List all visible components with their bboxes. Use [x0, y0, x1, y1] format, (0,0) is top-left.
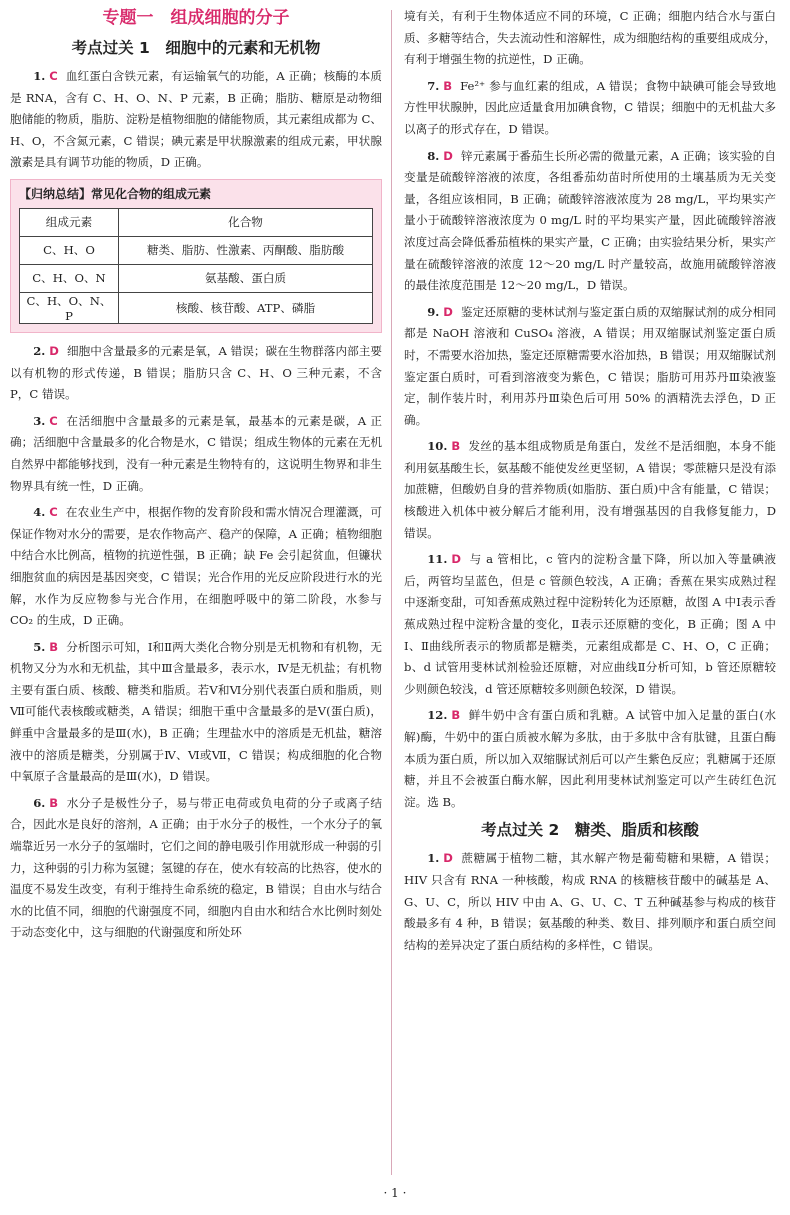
table-row — [20, 292, 373, 323]
answer-letter: D — [49, 343, 59, 358]
summary-title: 【归纳总结】常见化合物的组成元素 — [19, 186, 212, 201]
left-column — [10, 6, 382, 949]
item-number: 7. — [427, 78, 440, 93]
answer-letter: B — [451, 439, 461, 454]
table-cell: C、H、O、N、P — [20, 292, 119, 323]
explanation-text: 细胞中含量最多的元素是氧，A 错误；碳在生物群落内部主要以有机物的形式传递，B 错误；脂肪只含 C、H、O 三种元素，不含 P，C 错误。 — [10, 343, 382, 402]
topic-title: 专题一 组成细胞的分子 — [102, 8, 290, 28]
item-number: 11. — [427, 552, 448, 567]
answer-item — [10, 502, 382, 632]
explanation-text: 分析图示可知，Ⅰ和Ⅱ两大类化合物分别是无机物和有机物，无机物又分为水和无机盐，其中Ⅲ含量最多，表示水，Ⅳ是无机盐；有机物主要有蛋白质、核酸、糖类和脂质。若Ⅴ和Ⅵ分别代表蛋白质和脂质，则Ⅶ可能代表核酸或糖类，A 错误；细胞干重中含量最多的是Ⅴ(蛋白质)，鲜重中含量最多的是Ⅲ(水)，B 正确；生理盐水中的溶质是无机盐，糖溶液中的溶质是糖类，分别属于Ⅳ、Ⅵ或Ⅶ，C 错误；构成细胞的化合物中氧原子含量最高的是Ⅲ(水)，D 错误。 — [10, 639, 382, 784]
item-number: 1. — [33, 69, 46, 83]
table-cell: C、H、O — [20, 236, 119, 264]
explanation-text: 发丝的基本组成物质是角蛋白，发丝不是活细胞，本身不能利用氨基酸生长，氨基酸不能使发丝更坚韧，A 错误；零蔗糖只是没有添加蔗糖，但酸奶自身的营养物质(如脂肪、蛋白质)中含有能量，C 错误；核酸进入机体中被分解后才能利用，没有增强基因的自我修复能力，D 错误。 — [404, 439, 776, 540]
table-cell: 糖类、脂肪、性激素、丙酮酸、脂肪酸 — [119, 236, 373, 264]
explanation-text: 与 a 管相比，c 管内的淀粉含量下降，所以加入等量碘液后，两管均呈蓝色，但是 c 管颜色较浅，A 正确；香蕉在果实成熟过程中逐渐变甜，可知香蕉成熟过程中淀粉转化为还原糖，故图 A 中Ⅰ表示香蕉成熟过程中淀粉含量的变化，Ⅱ表示还原糖的变化，B 正确；图 A 中Ⅰ、Ⅱ曲线所表示的物质都是糖类，元素组成都是 C、H、O，C 正确；b、d 试管用斐林试剂检验还原糖，对应曲线Ⅱ分析可知，b 管还原糖较少则颜色较浅，d 管还原糖较多则颜色较深，D 错误。 — [404, 552, 776, 696]
explanation-text: 蔗糖属于植物二糖，其水解产物是葡萄糖和果糖，A 错误；HIV 只含有 RNA 一种核酸，构成 RNA 的核糖核苷酸中的碱基是 A、G、U、C，所以 HIV 中由 A、G、U、C、T 五种碱基参与构成的核苷酸最多有 4 种，B 错误；氨基酸的种类、数目、排列顺序和蛋白质空间结构的差异决定了蛋白质结构的多样性，C 错误。 — [404, 851, 776, 952]
answer-letter: C — [49, 69, 58, 83]
table-row — [20, 264, 373, 292]
answer-item — [404, 436, 776, 544]
answer-item — [404, 848, 776, 956]
table-cell: 核酸、核苷酸、ATP、磷脂 — [119, 292, 373, 323]
item-number: 10. — [427, 439, 448, 454]
item-number: 9. — [427, 304, 440, 319]
composition-table — [19, 208, 373, 324]
item-number: 2. — [33, 343, 46, 358]
item-number: 1. — [427, 851, 440, 866]
table-header-cell: 化合物 — [119, 208, 373, 236]
explanation-text: 鲜牛奶中含有蛋白质和乳糖。A 试管中加入足量的蛋白(水解)酶，牛奶中的蛋白质被水解为多肽，由于多肽中含有肽键，且蛋白酶本质为蛋白质，所以加入双缩脲试剂后可以产生紫色反应；乳糖属于还原糖，并且不会被蛋白酶水解，因此利用斐林试剂鉴定可以产生砖红色沉淀。选 B。 — [404, 708, 776, 809]
section-title-2: 考点过关 2 糖类、脂质和核酸 — [481, 821, 699, 840]
section-title-1: 考点过关 1 细胞中的元素和无机物 — [71, 39, 321, 57]
explanation-text: 血红蛋白含铁元素，有运输氧气的功能，A 正确；核酶的本质是 RNA，含有 C、H、O、N、P 元素，B 正确；脂肪、糖原是动物细胞储能的物质，脂肪、淀粉是植物细胞的储能物质，其元素组成都为 C、H、O，不含氮元素，C 错误；碘元素是甲状腺激素的组成元素，甲状腺激素是具有调节功能的物质，D 正确。 — [10, 69, 382, 170]
answer-letter: D — [451, 552, 461, 567]
item-number: 6. — [33, 795, 46, 810]
table-header-row — [20, 208, 373, 236]
table-row — [20, 236, 373, 264]
explanation-text: 境有关，有利于生物体适应不同的环境，C 正确；细胞内结合水与蛋白质、多糖等结合，失去流动性和溶解性，成为细胞结构的重要组成成分，有利于增强生物的抗逆性，D 正确。 — [404, 9, 776, 67]
answer-item — [10, 341, 382, 406]
answer-item-continued — [404, 6, 776, 71]
answer-item — [10, 411, 382, 497]
explanation-text: 在活细胞中含量最多的元素是氧，最基本的元素是碳，A 正确；活细胞中含量最多的化合物是水，C 错误；组成生物体的元素在无机自然界中都能够找到，没有一种元素是生物特有的，这说明生物界和非生物界具有统一性，D 正确。 — [10, 413, 382, 493]
item-number: 3. — [33, 413, 46, 428]
explanation-text: 锌元素属于番茄生长所必需的微量元素，A 正确；该实验的自变量是硫酸锌溶液的浓度，各组番茄幼苗时所使用的土壤基质为无关变量，各组应该相同，B 正确；硫酸锌溶液浓度为 28 mg/L，平均果实产量小于硫酸锌溶液浓度为 0 mg/L 时的平均果实产量，因此硫酸锌溶液浓度过高会降低番茄植株的果实产量，C 正确；由实验结果分析，果实产量在硫酸锌溶液的浓度 12～20 mg/L 时产量较高，故施用硫酸锌溶液的最佳浓度范围是 12～20 mg/L，D 错误。 — [404, 148, 776, 293]
column-divider — [391, 10, 392, 1175]
answer-letter: B — [49, 795, 59, 810]
item-number: 4. — [33, 505, 46, 520]
item-number: 8. — [427, 148, 440, 163]
explanation-text: Fe²⁺ 参与血红素的组成，A 错误；食物中缺碘可能会导致地方性甲状腺肿，因此应适量食用加碘食物，C 错误；细胞中的无机盐大多以离子的形式存在，D 错误。 — [404, 78, 776, 136]
explanation-text: 在农业生产中，根据作物的发育阶段和需水情况合理灌溉，可保证作物对水分的需要，是农作物高产、稳产的保障，A 正确；植物细胞中结合水比例高，植物的抗逆性强，B 正确；缺 Fe 会引起贫血，但镰状细胞贫血的病因是基因突变，C 错误；光合作用的光反应阶段进行水的光解，水作为反应物参与光合作用，在细胞呼吸中的第二阶段，水参与 CO₂ 的生成，D 正确。 — [10, 505, 382, 628]
table-cell: C、H、O、N — [20, 264, 119, 292]
right-column — [404, 6, 776, 961]
answer-letter: B — [49, 639, 59, 654]
answer-item — [404, 549, 776, 700]
answer-letter: D — [443, 851, 453, 866]
table-header-cell: 组成元素 — [20, 208, 119, 236]
answer-item — [404, 705, 776, 813]
answer-item — [10, 66, 382, 174]
answer-letter: D — [443, 148, 453, 163]
explanation-text: 鉴定还原糖的斐林试剂与鉴定蛋白质的双缩脲试剂的成分相同都是 NaOH 溶液和 CuSO₄ 溶液，A 错误；用双缩脲试剂鉴定蛋白质时，不需要水浴加热，鉴定还原糖需要水浴加热，B 错误；用双缩脲试剂鉴定蛋白质时，可看到溶液变为紫色，C 错误；脂肪可用苏丹Ⅲ染液鉴定，制作装片时，利用苏丹Ⅲ染色后可用 50% 的酒精洗去浮色，D 正确。 — [404, 304, 776, 427]
answer-letter: C — [49, 505, 58, 520]
answer-letter: D — [443, 304, 453, 319]
answer-letter: B — [451, 708, 461, 723]
summary-box — [10, 179, 382, 333]
item-number: 5. — [33, 639, 46, 654]
answer-item — [404, 302, 776, 432]
table-cell: 氨基酸、蛋白质 — [119, 264, 373, 292]
answer-letter: C — [49, 413, 58, 428]
item-number: 12. — [427, 708, 448, 723]
answer-letter: B — [443, 78, 453, 93]
answer-item — [10, 793, 382, 944]
explanation-text: 水分子是极性分子，易与带正电荷或负电荷的分子或离子结合，因此水是良好的溶剂，A 正确；由于水分子的极性，一个水分子的氧端靠近另一水分子的氢端时，它们之间的静电吸引作用就形成一种弱的引力，这种弱的引力称为氢键；氢键的存在，使水有较高的比热容，使水的温度不易发生改变，有利于维持生命系统的稳定，B 错误；自由水与结合水的比值不同，细胞的代谢强度不同，细胞内自由水和结合水比例时刻处于动态变化中，这与细胞的代谢强度和所处环 — [10, 795, 382, 940]
answer-item — [404, 76, 776, 141]
page-number: · 1 · — [383, 1186, 407, 1200]
answer-item — [404, 146, 776, 297]
answer-item — [10, 637, 382, 788]
